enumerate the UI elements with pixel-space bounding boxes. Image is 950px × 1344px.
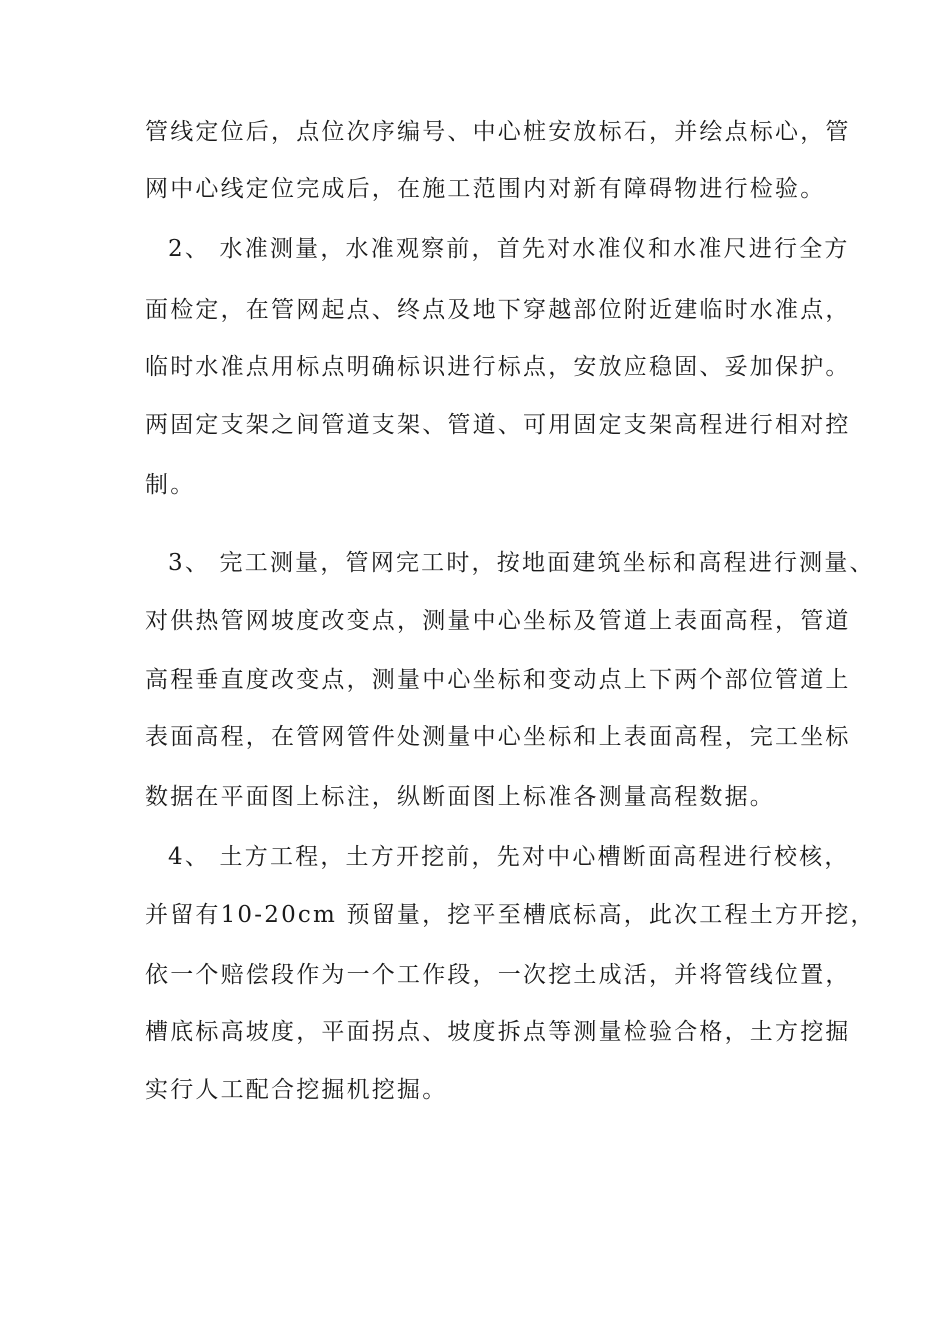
- paragraph-3-line-1: 3、 完工测量，管网完工时，按地面建筑坐标和高程进行测量、: [168, 550, 875, 576]
- paragraph-3-line-4: 表面高程，在管网管件处测量中心坐标和上表面高程，完工坐标: [145, 724, 851, 750]
- paragraph-2-line-4: 两固定支架之间管道支架、管道、可用固定支架高程进行相对控: [145, 412, 851, 438]
- paragraph-1-line-2: 网中心线定位完成后，在施工范围内对新有障碍物进行检验。: [145, 176, 826, 202]
- paragraph-3-line-5: 数据在平面图上标注，纵断面图上标准各测量高程数据。: [145, 784, 775, 810]
- paragraph-2-line-2: 面检定，在管网起点、终点及地下穿越部位附近建临时水准点，: [145, 297, 851, 323]
- paragraph-4-line-2: 并留有10-20cm 预留量，挖平至槽底标高，此次工程土方开挖，: [145, 902, 876, 928]
- paragraph-2-line-5: 制。: [145, 472, 196, 498]
- paragraph-1-line-1: 管线定位后，点位次序编号、中心桩安放标石，并绘点标心，管: [145, 119, 851, 145]
- paragraph-4-line-5: 实行人工配合挖掘机挖掘。: [145, 1077, 448, 1103]
- paragraph-3-line-3: 高程垂直度改变点，测量中心坐标和变动点上下两个部位管道上: [145, 667, 851, 693]
- paragraph-4-line-3: 依一个赔偿段作为一个工作段，一次挖土成活，并将管线位置，: [145, 962, 851, 988]
- paragraph-4-line-4: 槽底标高坡度，平面拐点、坡度拆点等测量检验合格，土方挖掘: [145, 1019, 851, 1045]
- paragraph-2-line-1: 2、 水准测量，水准观察前，首先对水准仪和水准尺进行全方: [168, 236, 850, 262]
- paragraph-4-line-1: 4、 土方工程，土方开挖前，先对中心槽断面高程进行校核，: [168, 844, 850, 870]
- paragraph-2-line-3: 临时水准点用标点明确标识进行标点，安放应稳固、妥加保护。: [145, 354, 851, 380]
- paragraph-3-line-2: 对供热管网坡度改变点，测量中心坐标及管道上表面高程，管道: [145, 608, 851, 634]
